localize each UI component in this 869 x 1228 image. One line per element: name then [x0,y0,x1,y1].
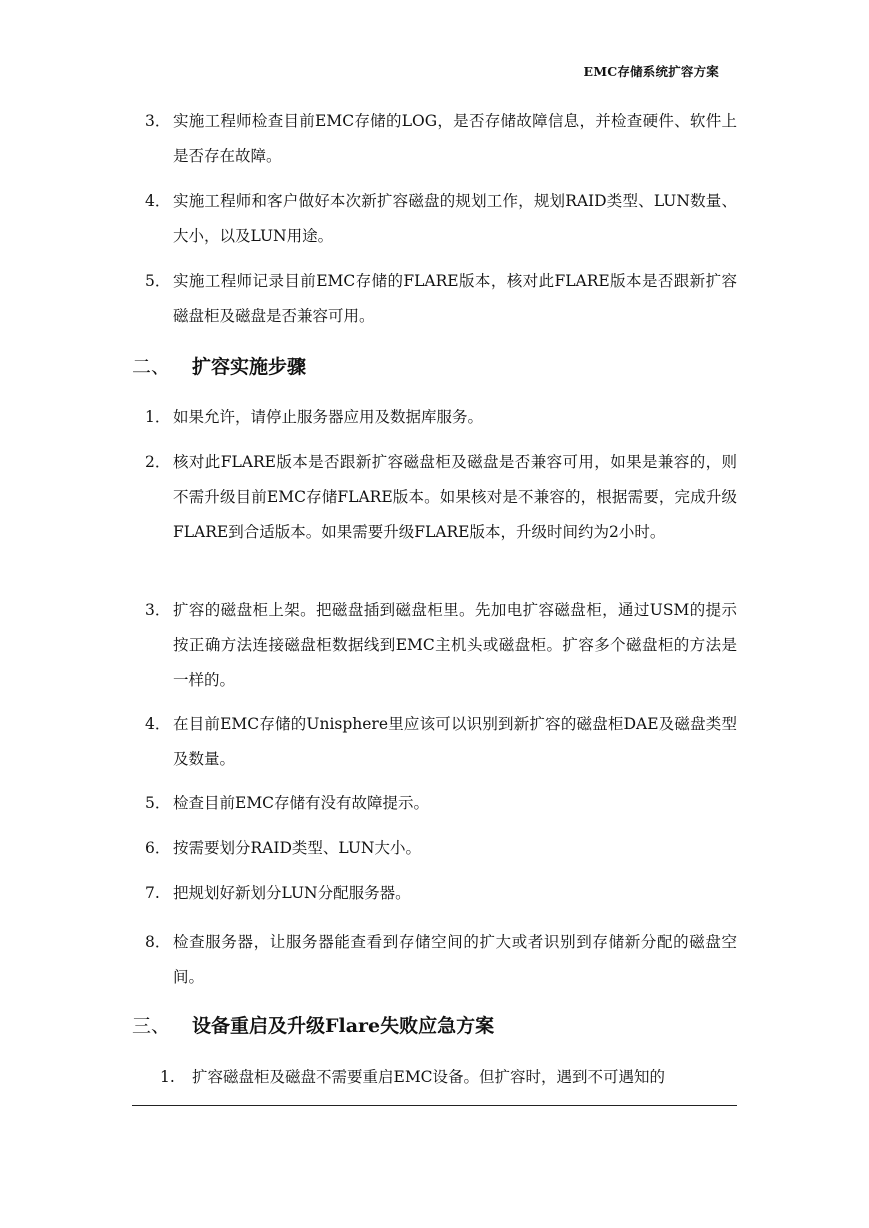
step-item-6 [145,831,737,866]
list-number: 7. [145,884,160,902]
section-heading-2 [132,354,306,380]
list-text: 检查目前EMC存储有没有故障提示。 [173,794,430,812]
list-number: 3． [145,601,171,619]
list-number: 4． [145,715,171,733]
contingency-item-1 [160,1060,737,1095]
list-number: 6． [145,839,171,857]
step-item-5 [145,786,737,821]
list-text: 核对此FLARE版本是否跟新扩容磁盘柜及磁盘是否兼容可用，如果是兼容的，则不需升级目前EMC存储FLARE版本。如果核对是不兼容的，根据需要，完成升级FLARE到合适版本。如果需要升级FLARE版本，升级时间约为2小时。 [173,453,737,541]
list-item-5 [145,264,737,334]
list-number: 8． [145,933,171,951]
footer-divider [132,1105,737,1106]
list-item-4 [145,184,737,254]
list-text: 实施工程师记录目前EMC存储的FLARE版本，核对此FLARE版本是否跟新扩容磁盘柜及磁盘是否兼容可用。 [173,272,737,325]
section-heading-3 [132,1013,494,1039]
running-header: EMC存储系统扩容方案 [583,64,719,79]
list-text: 扩容磁盘柜及磁盘不需要重启EMC设备。但扩容时，遇到不可遇知的 [192,1068,666,1086]
list-item-3 [145,104,737,174]
list-number: 2． [145,453,171,471]
step-item-7 [145,876,737,911]
list-text: 检查服务器，让服务器能查看到存储空间的扩大或者识别到存储新分配的磁盘空间。 [173,933,737,986]
list-text: 把规划好新划分LUN分配服务器。 [173,884,411,902]
list-number: 5． [145,272,171,290]
list-text: 实施工程师和客户做好本次新扩容磁盘的规划工作，规划RAID类型、LUN数量、大小，以及LUN用途。 [173,192,737,245]
list-text: 扩容的磁盘柜上架。把磁盘插到磁盘柜里。先加电扩容磁盘柜，通过USM的提示按正确方法连接磁盘柜数据线到EMC主机头或磁盘柜。扩容多个磁盘柜的方法是一样的。 [173,601,737,689]
step-item-1 [145,400,737,435]
list-number: 1. [160,1068,175,1086]
step-item-2 [145,445,737,550]
step-item-4 [145,707,737,777]
section-title: 扩容实施步骤 [192,356,307,378]
step-item-8 [145,925,737,995]
list-text: 实施工程师检查目前EMC存储的LOG，是否存储故障信息，并检查硬件、软件上是否存在故障。 [173,112,737,165]
list-number: 3． [145,112,171,130]
list-number: 1． [145,408,171,426]
step-item-3 [145,593,737,698]
list-number: 4． [145,192,171,210]
list-number: 5． [145,794,171,812]
list-text: 按需要划分RAID类型、LUN大小。 [173,839,421,857]
section-number: 二、 [132,356,171,378]
list-text: 如果允许，请停止服务器应用及数据库服务。 [173,408,484,426]
list-text: 在目前EMC存储的Unisphere里应该可以识别到新扩容的磁盘柜DAE及磁盘类型及数量。 [173,715,737,768]
section-title: 设备重启及升级Flare失败应急方案 [192,1015,495,1037]
section-number: 三、 [132,1015,171,1037]
